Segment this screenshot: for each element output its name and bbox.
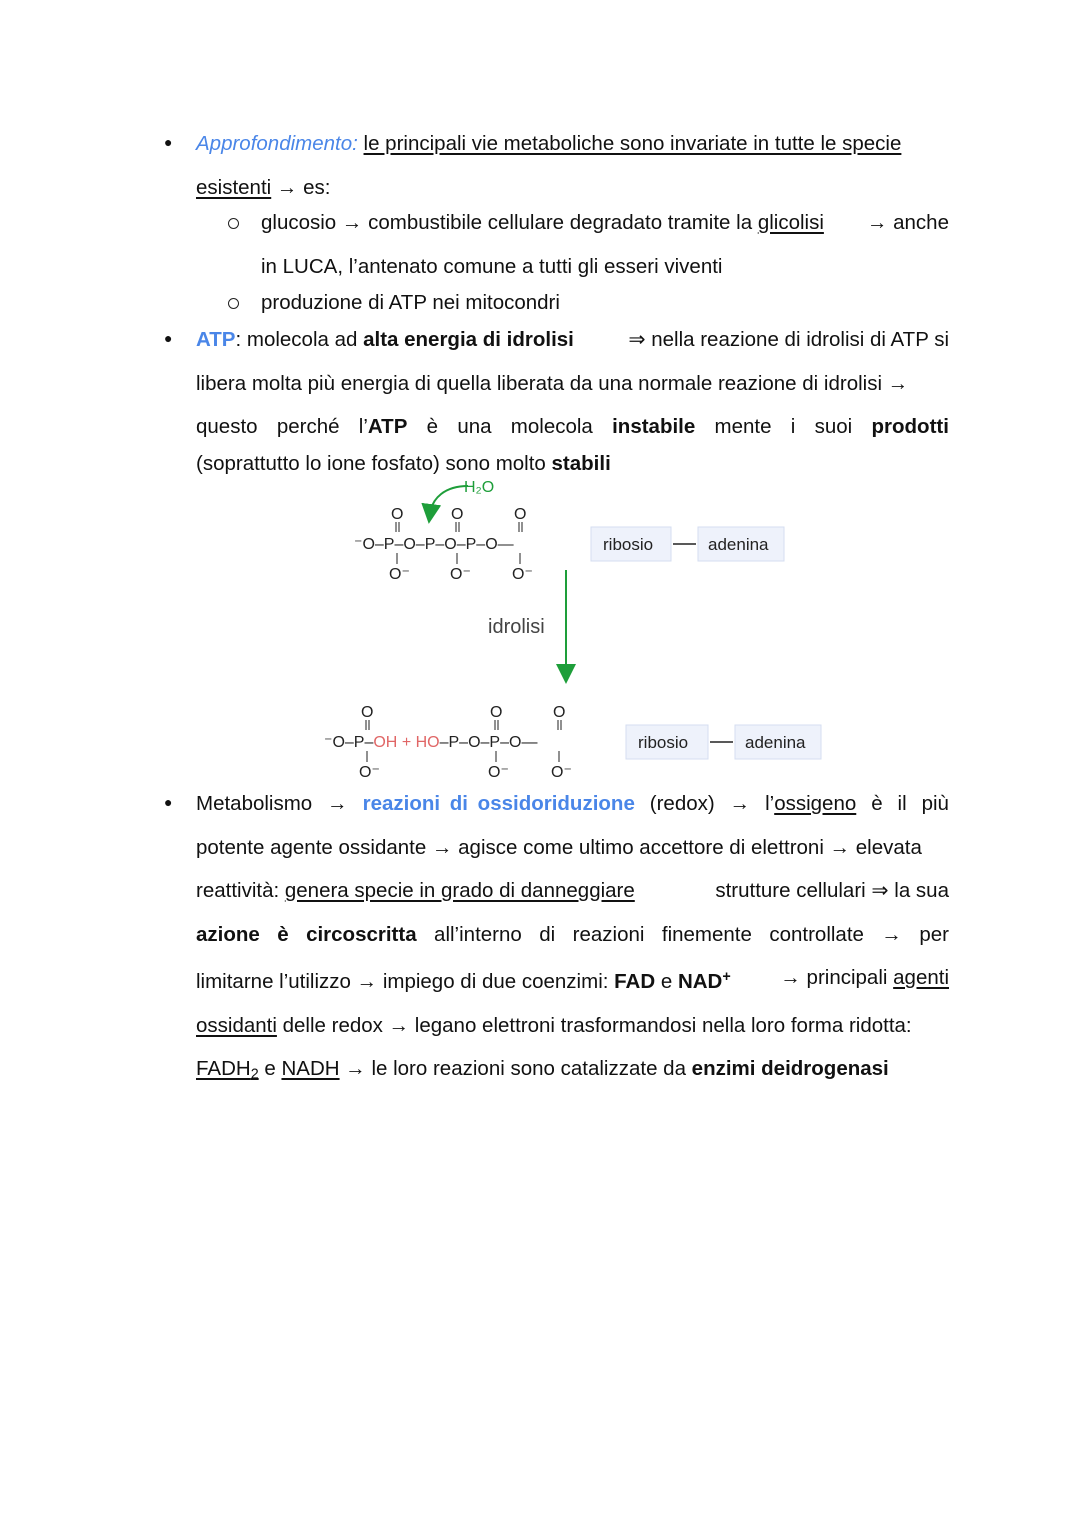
oxygen-anion: O⁻ (551, 764, 572, 781)
oxygen-atom: O (553, 704, 566, 721)
glicolisi-term: glicolisi (757, 211, 824, 234)
text: potente agente ossidante → agisce come ultimo accettore di elettroni → elevata (196, 835, 922, 859)
word: questo (196, 415, 258, 438)
bullet-marker: ● (164, 330, 173, 346)
word: Metabolismo (196, 792, 313, 815)
justified-line (196, 782, 949, 826)
ribose-label: ribosio (638, 733, 689, 752)
text: e (655, 970, 678, 994)
sub-bullet-glucosio (261, 201, 949, 288)
bullet-metabolismo (196, 782, 949, 1097)
word: mente (714, 415, 772, 438)
fadh2-term: $FADH_2$ (196, 1057, 259, 1083)
word: l’ATP (358, 415, 408, 438)
word: → (881, 922, 902, 946)
atp-phosphate-chain (354, 506, 533, 583)
water-label: H₂O (464, 479, 495, 496)
hydrolysis-label: idrolisi (488, 616, 545, 638)
text: → es: (271, 175, 331, 199)
text: : molecola ad (235, 328, 364, 351)
word: azione (196, 922, 260, 946)
underlined-text: agenti (893, 966, 949, 989)
underlined-text: genera specie in grado di danneggiare (284, 879, 635, 902)
phosphate-formula: ⁻O–P–OH + HO–P–O–P–O— (324, 734, 538, 751)
bullet-marker: ● (164, 794, 173, 810)
word: → (327, 792, 348, 815)
atp-term: ATP (196, 328, 236, 351)
word: più (921, 792, 949, 815)
oxygen-anion: O⁻ (389, 566, 410, 583)
nad-term: NAD+ (677, 969, 731, 994)
oxygen-anion: O⁻ (359, 764, 380, 781)
adenine-label: adenina (708, 535, 769, 554)
oxygen-atom: O (514, 506, 527, 523)
approfondimento-label: Approfondimento: (196, 132, 358, 155)
sub-bullet-marker (228, 218, 239, 229)
oxygen-atom: O (490, 704, 503, 721)
bullet-marker: ● (164, 134, 173, 150)
word: è (871, 792, 883, 815)
text: → le loro reazioni sono catalizzate da (339, 1057, 692, 1081)
word: di (539, 922, 556, 946)
underlined-text: esistenti (196, 175, 272, 199)
atp-hydrolysis-diagram (0, 470, 1080, 790)
word: i (790, 415, 796, 438)
text: libera molta più energia di quella liberata da una normale reazione di idrolisi → (196, 371, 909, 395)
chain-formula: ⁻O–P–O–P–O–P–O— (354, 536, 514, 553)
word: instabile (612, 415, 696, 438)
oxygen-atom: O (391, 506, 404, 523)
text: → anche (866, 211, 949, 234)
text: → principali (780, 966, 894, 989)
word: circoscritta (306, 922, 417, 946)
word: è (426, 415, 439, 438)
word: suoi (814, 415, 853, 438)
text: strutture cellulari ⇒ la sua (715, 879, 949, 902)
word: finemente (661, 922, 752, 946)
ribose-label: ribosio (603, 535, 654, 554)
word: il (897, 792, 907, 815)
oxygen-anion: O⁻ (512, 566, 533, 583)
text: (soprattutto lo ione fosfato) sono molto (196, 451, 552, 475)
bullet-approfondimento (196, 122, 949, 209)
nadh-term: NADH (281, 1057, 340, 1081)
word: molecola (510, 415, 593, 438)
redox-term: reazioni di ossidoriduzione (362, 792, 635, 815)
text: reattività: (196, 879, 285, 902)
oxygen-anion: O⁻ (450, 566, 471, 583)
text: e (258, 1057, 282, 1081)
oxygen-anion: O⁻ (488, 764, 509, 781)
bold-text: stabili (551, 451, 611, 475)
justified-line (196, 913, 949, 957)
text: ⇒ nella reazione di idrolisi di ATP si (628, 328, 949, 351)
word: (redox) (649, 792, 715, 815)
word: prodotti (871, 415, 949, 438)
underlined-text: le principali vie metaboliche sono invariate in tutte le specie (363, 132, 902, 155)
word: all’interno (434, 922, 522, 946)
text: limitarne l’utilizzo → impiego di due coenzimi: (196, 970, 615, 994)
word: → (729, 792, 751, 815)
bold-text: alta energia di idrolisi (363, 328, 574, 351)
oxygen-atom: O (361, 704, 374, 721)
bullet-atp (196, 318, 949, 479)
products (324, 704, 572, 781)
text: delle redox → legano elettroni trasformandosi nella loro forma ridotta: (276, 1013, 912, 1037)
word: per (919, 922, 949, 946)
fad-term: FAD (614, 970, 656, 994)
justified-line (196, 405, 949, 449)
bold-text: enzimi deidrogenasi (691, 1057, 889, 1081)
word: perché (276, 415, 340, 438)
text: glucosio → combustibile cellulare degradato tramite la (261, 211, 758, 234)
text: in LUCA, l’antenato comune a tutti gli esseri viventi (261, 254, 723, 278)
word: è (277, 922, 289, 946)
word: reazioni (572, 922, 645, 946)
oxygen-atom: O (451, 506, 464, 523)
adenine-label: adenina (745, 733, 806, 752)
text: produzione di ATP nei mitocondri (261, 291, 560, 314)
word: controllate (769, 922, 864, 946)
word: l’ossigeno (765, 792, 857, 815)
word: una (457, 415, 492, 438)
sub-bullet-marker (228, 298, 239, 309)
underlined-text: ossidanti (196, 1013, 277, 1037)
